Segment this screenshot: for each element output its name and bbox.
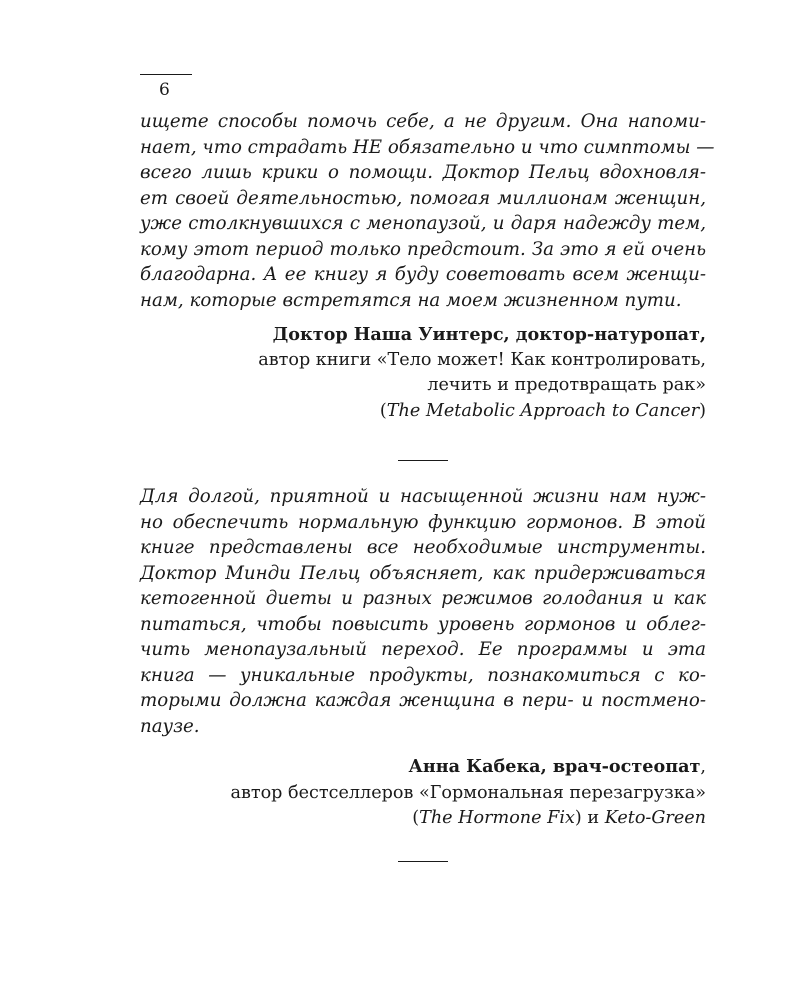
- paren-close: ): [699, 400, 706, 421]
- quote-line: нает, что страдать НЕ обязательно и что симптомы —: [140, 136, 715, 158]
- author-credit-line: автор бестселлеров «Гормональная перезагрузка»: [230, 782, 706, 803]
- testimonial-quote-winters: [140, 109, 715, 313]
- quote-line: питаться, чтобы повысить уровень гормонов и облег-: [140, 613, 706, 635]
- quote-line: ищете способы помочь себе, а не другим. Она напоми-: [140, 111, 706, 132]
- original-title-line: [140, 399, 706, 425]
- quote-line: всего лишь крики о помощи. Доктор Пельц вдохновля-: [140, 162, 706, 183]
- quote-line: ет своей деятельностью, помогая миллионам женщин,: [140, 187, 706, 209]
- paren-open: (: [379, 400, 387, 421]
- author-comma: ,: [700, 757, 706, 777]
- attribution-winters: [140, 322, 706, 424]
- section-divider: [398, 460, 448, 461]
- testimonial-quote-kabeka: [140, 484, 706, 739]
- quote-line: уже столкнувшихся с менопаузой, и даря надежду тем,: [140, 213, 706, 234]
- original-book-title: The Metabolic Approach to Cancer: [386, 400, 700, 421]
- original-book-title: The Hormone Fix: [419, 808, 575, 828]
- page-number-rule: [140, 74, 192, 75]
- quote-line: благодарна. А ее книгу я буду советовать всем женщи-: [140, 264, 706, 285]
- section-divider: [398, 861, 448, 862]
- quote-line: чить менопаузальный переход. Ее программы и эта: [140, 639, 706, 660]
- second-book-title: Keto-Green: [604, 808, 706, 828]
- quote-line: книге представлены все необходимые инструменты.: [140, 537, 706, 558]
- quote-line: книга — уникальные продукты, познакомиться с ко-: [140, 664, 706, 686]
- author-credit-line: лечить и предотвращать рак»: [427, 375, 706, 395]
- original-title-line: [140, 806, 706, 832]
- quote-line: кому этот период только предстоит. За это я ей очень: [140, 238, 706, 260]
- quote-line: Для долгой, приятной и насыщенной жизни нам нуж-: [140, 486, 706, 507]
- attribution-kabeka: [140, 754, 706, 832]
- quote-line: кетогенной диеты и разных режимов голодания и как: [140, 588, 706, 609]
- paren-close-and: ) и: [574, 808, 605, 828]
- page-number: 6: [159, 80, 170, 100]
- author-name: Доктор Наша Уинтерс, доктор-натуропат,: [272, 324, 706, 345]
- author-credit-line: автор книги «Тело может! Как контролировать,: [258, 349, 706, 370]
- quote-line: Доктор Минди Пельц объясняет, как придерживаться: [140, 562, 706, 584]
- quote-line: нам, которые встретятся на моем жизненном пути.: [140, 289, 682, 311]
- paren-open: (: [412, 808, 420, 828]
- author-line: [140, 754, 706, 781]
- quote-line: паузе.: [140, 715, 200, 737]
- author-name: Анна Кабека, врач-остеопат: [408, 756, 701, 777]
- quote-line: торыми должна каждая женщина в пери- и постмено-: [140, 690, 706, 711]
- quote-line: но обеспечить нормальную функцию гормонов. В этой: [140, 511, 706, 533]
